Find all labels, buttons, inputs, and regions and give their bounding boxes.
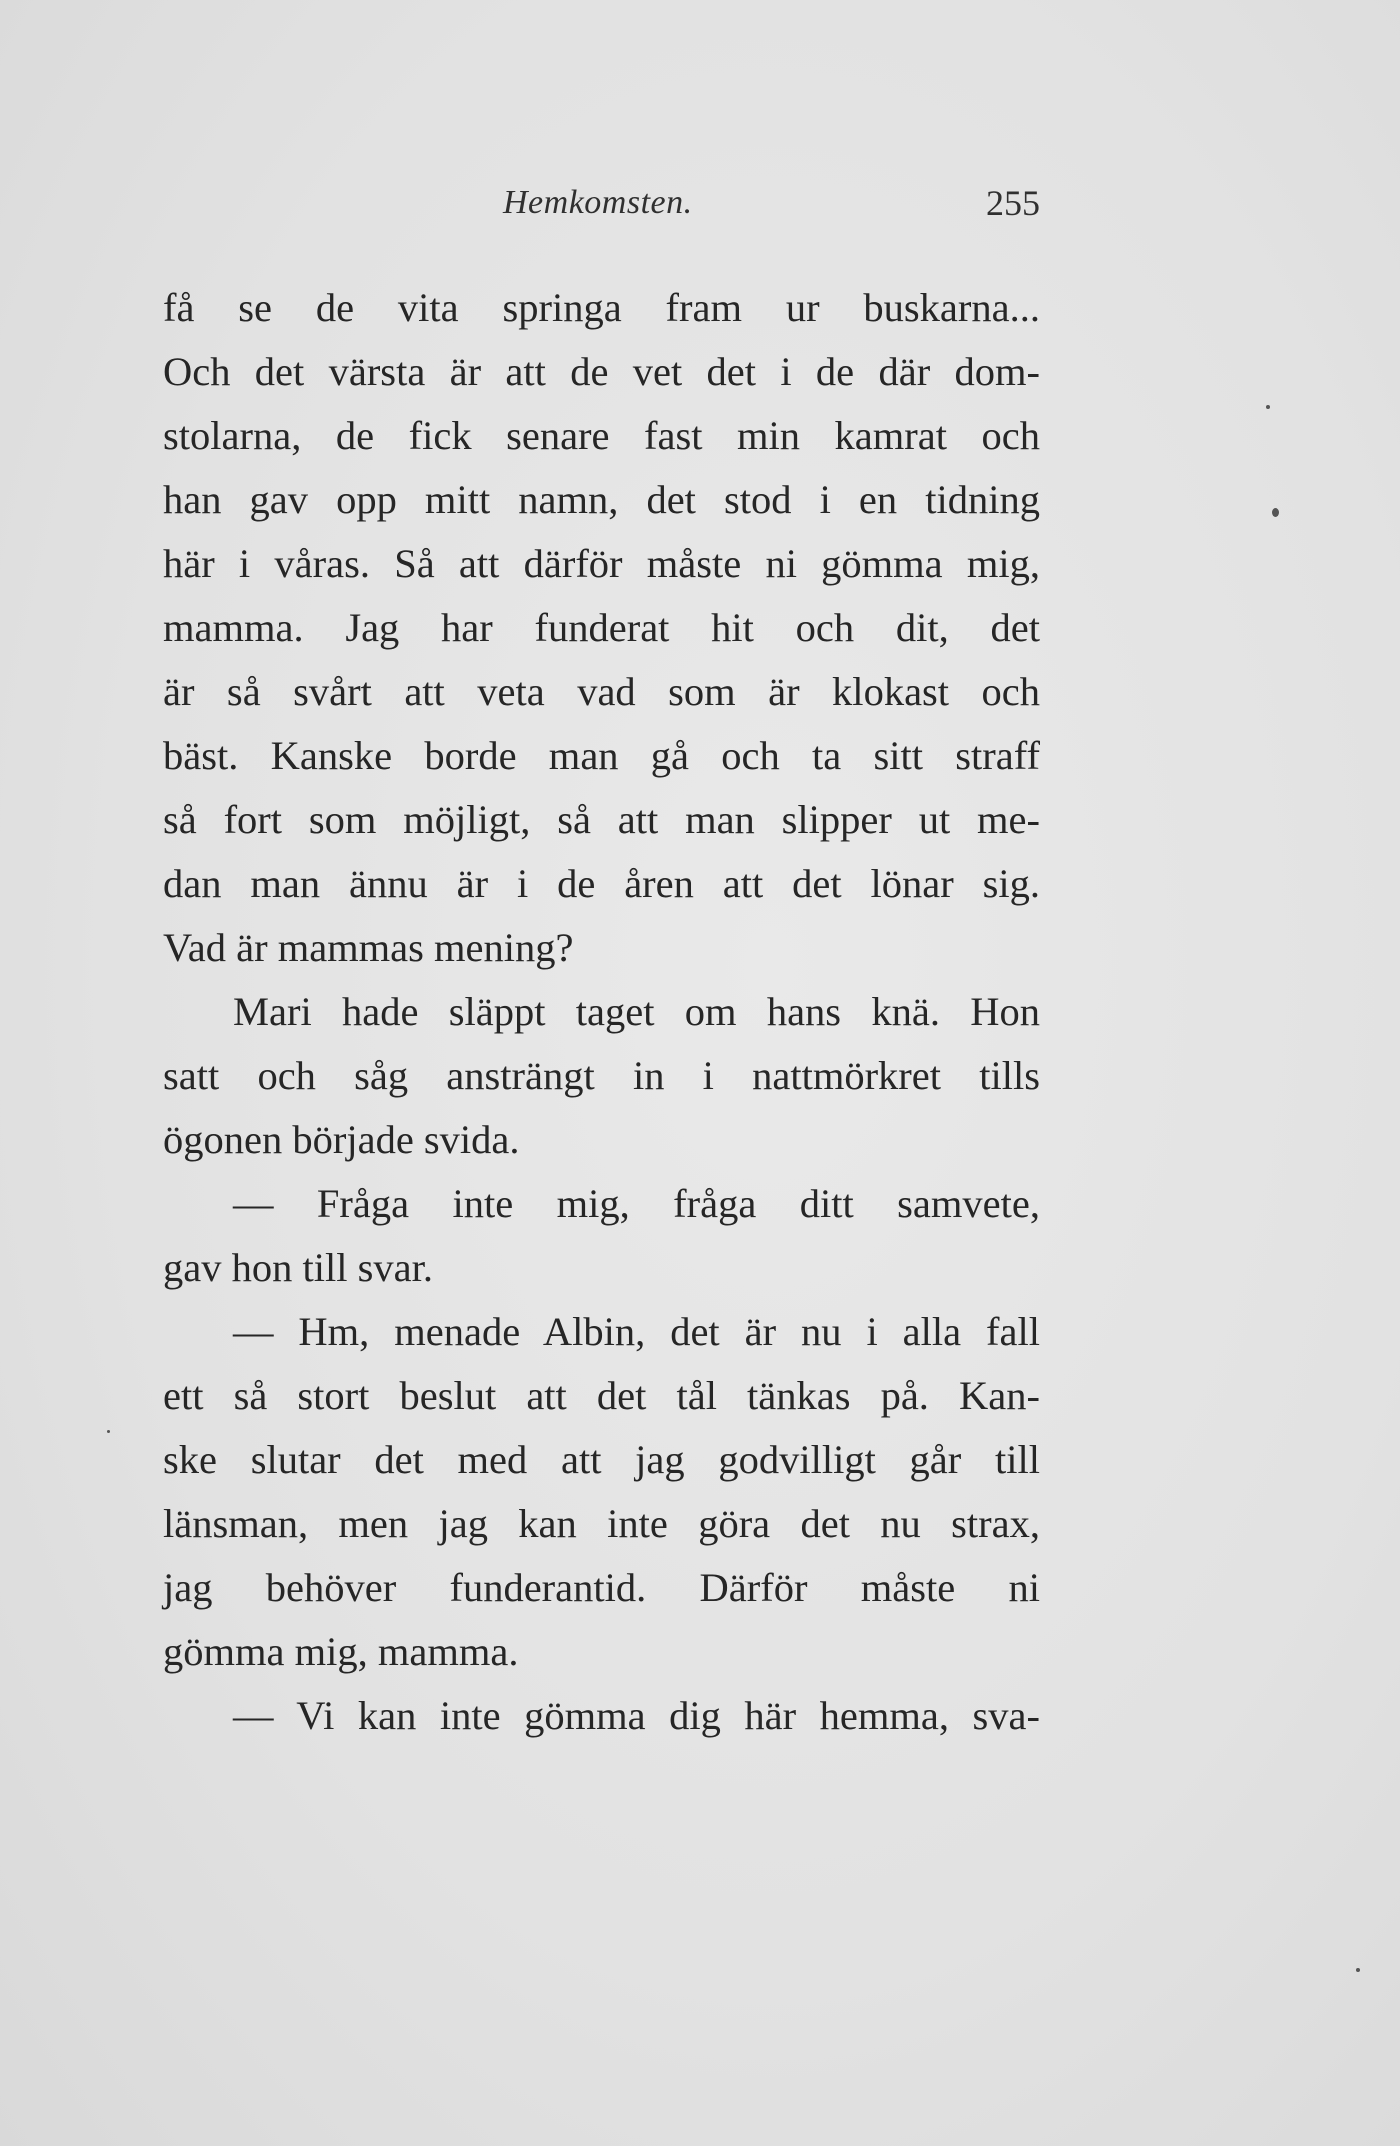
paper-speck xyxy=(1272,508,1279,517)
text-line: ske slutar det med att jag godvilligt går till xyxy=(163,1437,1040,1482)
text-line: länsman, men jag kan inte göra det nu strax, xyxy=(163,1501,1040,1546)
text-line: stolarna, de fick senare fast min kamrat och xyxy=(163,413,1040,458)
running-title: Hemkomsten. xyxy=(503,184,693,221)
body-text xyxy=(163,276,1040,1748)
paper-speck xyxy=(107,1430,110,1433)
text-line: ögonen började svida. xyxy=(163,1117,520,1162)
text-line: dan man ännu är i de åren att det lönar sig. xyxy=(163,861,1040,906)
text-line: Mari hade släppt taget om hans knä. Hon xyxy=(233,989,1040,1034)
text-line: Vad är mammas mening? xyxy=(163,925,574,970)
page-number: 255 xyxy=(986,183,1040,223)
text-line: mamma. Jag har funderat hit och dit, det xyxy=(163,605,1040,650)
text-line: Och det värsta är att de vet det i de där dom- xyxy=(163,349,1040,394)
text-line: gömma mig, mamma. xyxy=(163,1629,519,1674)
paper-speck xyxy=(1266,405,1270,409)
text-line: få se de vita springa fram ur buskarna... xyxy=(163,285,1040,330)
text-line: gav hon till svar. xyxy=(163,1245,433,1290)
paper-speck xyxy=(1356,1968,1360,1972)
text-line: — Hm, menade Albin, det är nu i alla fall xyxy=(233,1309,1040,1354)
page-header xyxy=(163,178,1040,228)
text-line: — Fråga inte mig, fråga ditt samvete, xyxy=(233,1181,1040,1226)
text-line: ett så stort beslut att det tål tänkas på. Kan- xyxy=(163,1373,1040,1418)
text-line: jag behöver funderantid. Därför måste ni xyxy=(163,1565,1040,1610)
text-line: så fort som möjligt, så att man slipper ut me- xyxy=(163,797,1040,842)
text-line: här i våras. Så att därför måste ni gömma mig, xyxy=(163,541,1040,586)
text-line: han gav opp mitt namn, det stod i en tidning xyxy=(163,477,1040,522)
text-line: satt och såg ansträngt in i nattmörkret tills xyxy=(163,1053,1040,1098)
text-line: är så svårt att veta vad som är klokast och xyxy=(163,669,1040,714)
text-line: — Vi kan inte gömma dig här hemma, sva- xyxy=(233,1693,1040,1738)
text-line: bäst. Kanske borde man gå och ta sitt straff xyxy=(163,733,1040,778)
